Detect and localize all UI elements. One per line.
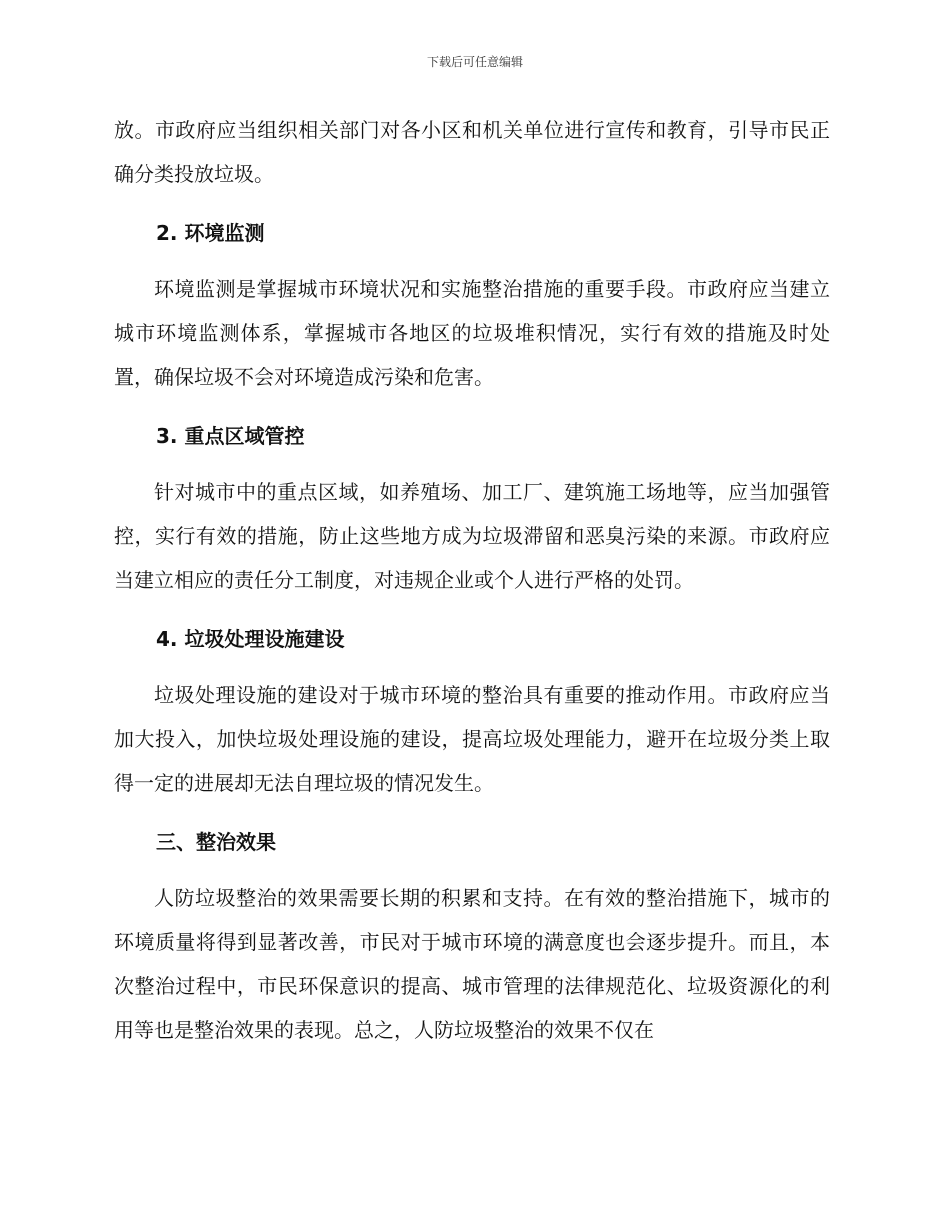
section-heading-environment-monitoring: 2. 环境监测 [156,221,265,245]
section-heading-remediation-results: 三、整治效果 [156,830,276,854]
paragraph-waste-facility-construction: 垃圾处理设施的建设对于城市环境的整治具有重要的推动作用。市政府应当加大投入，加快垃圾处理设施的建设，提高垃圾处理能力，避开在垃圾分类上取得一定的进展却无法自理垃圾的情况发生。 [114,683,830,795]
document-body [114,108,830,1052]
paragraph-environment-monitoring: 环境监测是掌握城市环境状况和实施整治措施的重要手段。市政府应当建立城市环境监测体系，掌握城市各地区的垃圾堆积情况，实行有效的措施及时处置，确保垃圾不会对环境造成污染和危害。 [114,277,830,389]
section-heading-waste-facility-construction: 4. 垃圾处理设施建设 [156,627,345,651]
page-header: 下载后可任意编辑 [426,55,523,69]
section-heading-key-area-control: 3. 重点区域管控 [156,424,305,448]
paragraph-continued: 放。市政府应当组织相关部门对各小区和机关单位进行宣传和教育，引导市民正确分类投放垃圾。 [114,118,830,186]
paragraph-key-area-control: 针对城市中的重点区域，如养殖场、加工厂、建筑施工场地等，应当加强管控，实行有效的措施，防止这些地方成为垃圾滞留和恶臭污染的来源。市政府应当建立相应的责任分工制度，对违规企业或个人进行严格的处罚。 [114,480,830,592]
paragraph-remediation-results: 人防垃圾整治的效果需要长期的积累和支持。在有效的整治措施下，城市的环境质量将得到显著改善，市民对于城市环境的满意度也会逐步提升。而且，本次整治过程中，市民环保意识的提高、城市管理的法律规范化、垃圾资源化的利用等也是整治效果的表现。总之，人防垃圾整治的效果不仅在 [114,886,830,1042]
